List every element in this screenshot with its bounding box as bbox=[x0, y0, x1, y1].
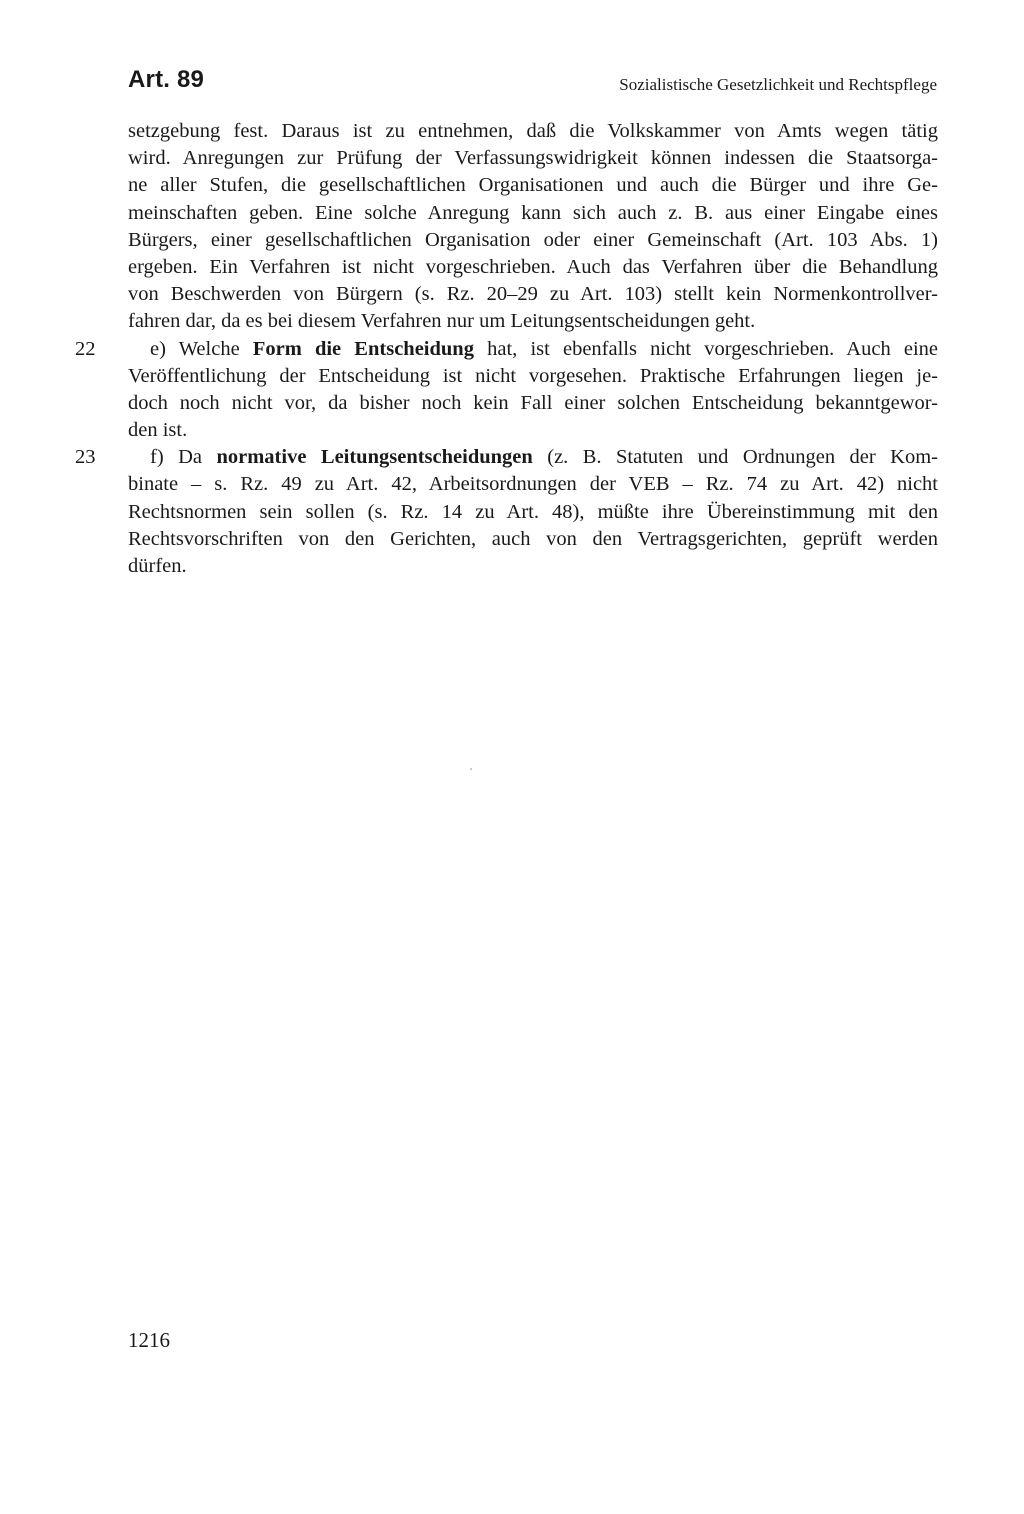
text-run: e) Welche bbox=[150, 337, 253, 360]
text-line: binate – s. Rz. 49 zu Art. 42, Arbeitsordnungen der VEB – Rz. 74 zu Art. 42) nicht bbox=[128, 473, 938, 496]
text-line: Rechtsnormen sein sollen (s. Rz. 14 zu Art. 48), müßte ihre Übereinstimmung mit den bbox=[128, 500, 938, 523]
text-line: von Beschwerden von Bürgern (s. Rz. 20–29 zu Art. 103) stellt kein Normenkontrollver- bbox=[128, 283, 938, 306]
text-line: wird. Anregungen zur Prüfung der Verfassungswidrigkeit können indessen die Staatsorga- bbox=[128, 147, 938, 170]
paragraph-22-first-line bbox=[75, 336, 938, 363]
margin-number-23: 23 bbox=[75, 446, 96, 469]
bold-term: Form die Entscheidung bbox=[252, 337, 474, 360]
text-line: dürfen. bbox=[128, 555, 187, 577]
running-header-title: Sozialistische Gesetzlichkeit und Rechtspflege bbox=[619, 75, 937, 94]
text-line: fahren dar, da es bei diesem Verfahren nur um Leitungsentscheidungen geht. bbox=[128, 310, 756, 333]
text-line: Rechtsvorschriften von den Gerichten, auch von den Vertragsgerichten, geprüft werden bbox=[128, 527, 938, 550]
text-line: Bürgers, einer gesellschaftlichen Organisation oder einer Gemeinschaft (Art. 103 Abs. 1) bbox=[128, 228, 938, 251]
text-run: (z. B. Statuten und Ordnungen der Kom- bbox=[532, 446, 939, 469]
text-line: den ist. bbox=[128, 419, 188, 442]
paragraph-23-first-line bbox=[75, 444, 939, 471]
scan-speck bbox=[470, 768, 472, 770]
text-line: setzgebung fest. Daraus ist zu entnehmen, daß die Volkskammer von Amts wegen tätig bbox=[128, 120, 938, 142]
text-line: meinschaften geben. Eine solche Anregung kann sich auch z. B. aus einer Eingabe eines bbox=[128, 201, 938, 224]
margin-number-22: 22 bbox=[75, 337, 96, 360]
text-line: ergeben. Ein Verfahren ist nicht vorgeschrieben. Auch das Verfahren über die Behandlung bbox=[128, 255, 938, 278]
text-line: Veröffentlichung der Entscheidung ist nicht vorgesehen. Praktische Erfahrungen liegen je- bbox=[128, 364, 938, 387]
bold-term: normative Leitungsentscheidungen bbox=[216, 446, 533, 469]
page-number: 1216 bbox=[128, 1328, 170, 1352]
text-line: doch noch nicht vor, da bisher noch kein Fall einer solchen Entscheidung bekanntgewor- bbox=[128, 391, 938, 414]
text-run: f) Da bbox=[150, 446, 217, 469]
text-line: ne aller Stufen, die gesellschaftlichen Organisationen und auch die Bürger und ihre Ge- bbox=[128, 174, 938, 197]
text-run: hat, ist ebenfalls nicht vorgeschrieben. Auch eine bbox=[473, 337, 938, 360]
article-label: Art. 89 bbox=[128, 66, 205, 93]
body-text bbox=[75, 118, 939, 580]
